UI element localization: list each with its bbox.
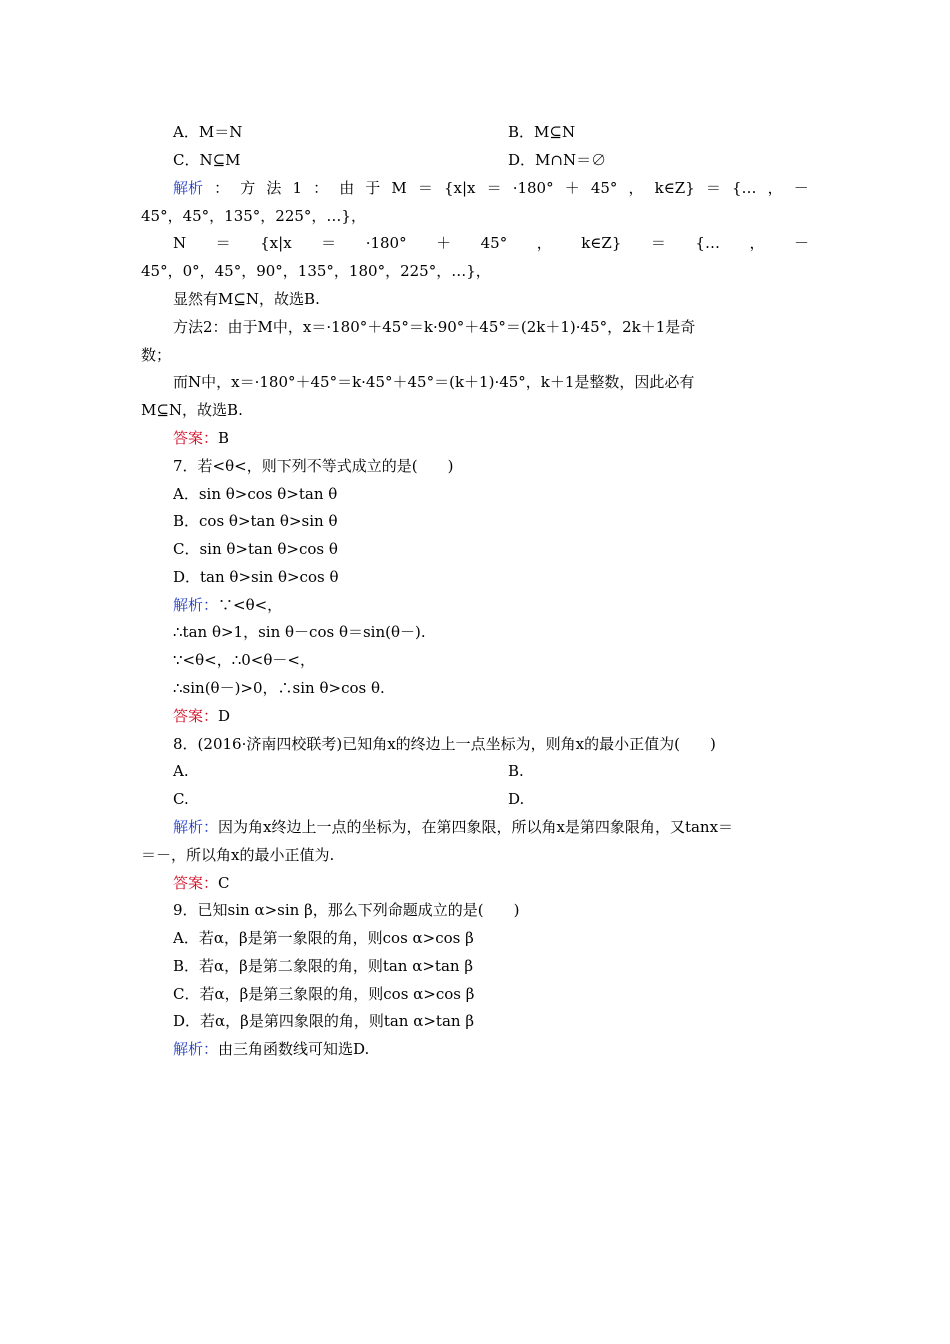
q8-answer [173, 873, 230, 893]
q6-sol-token: ： [214, 179, 230, 197]
q7-solution-line-4: ∴sin(θ－)>0，∴sin θ>cos θ. [173, 679, 385, 697]
q6-solution-label: 解析 [173, 179, 204, 197]
q6-sol-token: ·180° [512, 179, 554, 197]
q9-option-c: C．若α，β是第三象限的角，则cos α>cos β [173, 985, 475, 1003]
q7-solution-line-3: ∵<θ<，∴0<θ－<， [173, 651, 315, 669]
q6-sol-token: 法 [266, 179, 282, 197]
solution-text: ∵<θ<， [218, 596, 283, 614]
q6-sol-token: 1 [292, 179, 302, 197]
solution-text: 由三角函数线可知选D. [218, 1040, 370, 1058]
q8-option-c: C. [173, 790, 189, 808]
q6-sol3-token: ＝ [650, 234, 666, 252]
q7-solution-line-1 [173, 595, 282, 615]
solution-label: 解析： [173, 596, 219, 614]
q7-solution-line-2: ∴tan θ>1，sin θ－cos θ＝sin(θ－). [173, 623, 426, 641]
q6-sol-token: ， [767, 179, 783, 197]
q9-stem: 9．已知sin α>sin β，那么下列命题成立的是( ) [173, 901, 520, 919]
q6-sol-token: {… [731, 179, 757, 197]
q6-sol-token: ： [313, 179, 329, 197]
q7-option-b: B．cos θ>tan θ>sin θ [173, 512, 338, 530]
q6-solution-line-4: 45°，0°，45°，90°，135°，180°，225°，…}， [141, 262, 491, 280]
answer-value: C [218, 874, 230, 892]
q6-sol-token: k∈Z} [654, 179, 695, 197]
q6-option-a: A．M＝N [173, 123, 243, 141]
q7-stem: 7．若<θ<，则下列不等式成立的是( ) [173, 457, 454, 475]
q8-option-b: B. [508, 762, 524, 780]
q6-sol-token: 由 [339, 179, 355, 197]
q6-sol-token: 方 [240, 179, 256, 197]
q6-sol3-token: {… [695, 234, 720, 252]
q6-sol3-token: 45° [480, 234, 508, 252]
q6-sol-token: ＝ [417, 179, 433, 197]
q8-option-d: D. [508, 790, 525, 808]
q6-solution-line-8: 而N中，x＝·180°＋45°＝k·45°＋45°＝(k＋1)·45°，k＋1是整数，因此必有 [173, 373, 695, 391]
q6-sol-token: 于 [365, 179, 381, 197]
q6-option-b: B．M⊆N [508, 123, 576, 141]
q7-answer [173, 706, 230, 726]
q9-solution [173, 1039, 369, 1059]
q6-answer [173, 428, 229, 448]
solution-label: 解析： [173, 1040, 219, 1058]
q6-sol-token: ＝ [705, 179, 721, 197]
q7-option-a: A．sin θ>cos θ>tan θ [173, 485, 338, 503]
answer-value: B [218, 429, 230, 447]
q6-sol3-token: k∈Z} [581, 234, 622, 252]
q6-solution-line-2: 45°，45°，135°，225°，…}， [141, 207, 366, 225]
q6-sol3-token: N [173, 234, 187, 252]
q9-option-b: B．若α，β是第二象限的角，则tan α>tan β [173, 957, 473, 975]
q6-sol-token: {x|x [443, 179, 476, 197]
q6-sol-token: ， [628, 179, 644, 197]
q9-option-d: D．若α，β是第四象限的角，则tan α>tan β [173, 1012, 474, 1030]
q7-option-c: C．sin θ>tan θ>cos θ [173, 540, 338, 558]
q6-sol-token: － [793, 179, 809, 197]
q6-solution-line-7: 数； [141, 346, 172, 364]
q8-stem: 8．(2016·济南四校联考)已知角x的终边上一点坐标为，则角x的最小正值为( ) [173, 735, 716, 753]
q6-sol3-token: ＝ [321, 234, 337, 252]
q6-option-c: C．N⊆M [173, 151, 241, 169]
q6-solution-line-1 [173, 178, 809, 198]
q8-option-a: A. [173, 762, 189, 780]
q6-sol3-token: ， [536, 234, 552, 252]
answer-label: 答案： [173, 874, 219, 892]
q8-solution-line-2: ＝－，所以角x的最小正值为. [141, 846, 335, 864]
q6-solution-line-3 [173, 233, 809, 253]
q6-sol3-token: － [793, 234, 809, 252]
answer-value: D [218, 707, 231, 725]
q6-sol-token: ＝ [486, 179, 502, 197]
q6-sol3-token: ， [749, 234, 765, 252]
solution-label: 解析： [173, 818, 219, 836]
q6-sol-token: M [391, 179, 407, 197]
q6-sol3-token: ·180° [365, 234, 407, 252]
q6-sol3-token: {x|x [260, 234, 292, 252]
q9-option-a: A．若α，β是第一象限的角，则cos α>cos β [173, 929, 474, 947]
q6-sol-token: ＋ [564, 179, 580, 197]
q6-solution-line-5: 显然有M⊆N，故选B. [173, 290, 320, 308]
q6-option-d: D．M∩N＝∅ [508, 151, 607, 169]
q6-solution-line-9: M⊆N，故选B. [141, 401, 243, 419]
q6-solution-line-6: 方法2：由于M中，x＝·180°＋45°＝k·90°＋45°＝(2k＋1)·45°，2k＋1是奇 [173, 318, 696, 336]
q8-solution-line-1 [173, 817, 733, 837]
answer-label: 答案： [173, 429, 219, 447]
q7-option-d: D．tan θ>sin θ>cos θ [173, 568, 339, 586]
solution-text: 因为角x终边上一点的坐标为，在第四象限，所以角x是第四象限角，又tanx＝ [218, 818, 734, 836]
q6-sol3-token: ＋ [436, 234, 452, 252]
answer-label: 答案： [173, 707, 219, 725]
q6-sol-token: 45° [590, 179, 618, 197]
q6-sol3-token: ＝ [215, 234, 231, 252]
